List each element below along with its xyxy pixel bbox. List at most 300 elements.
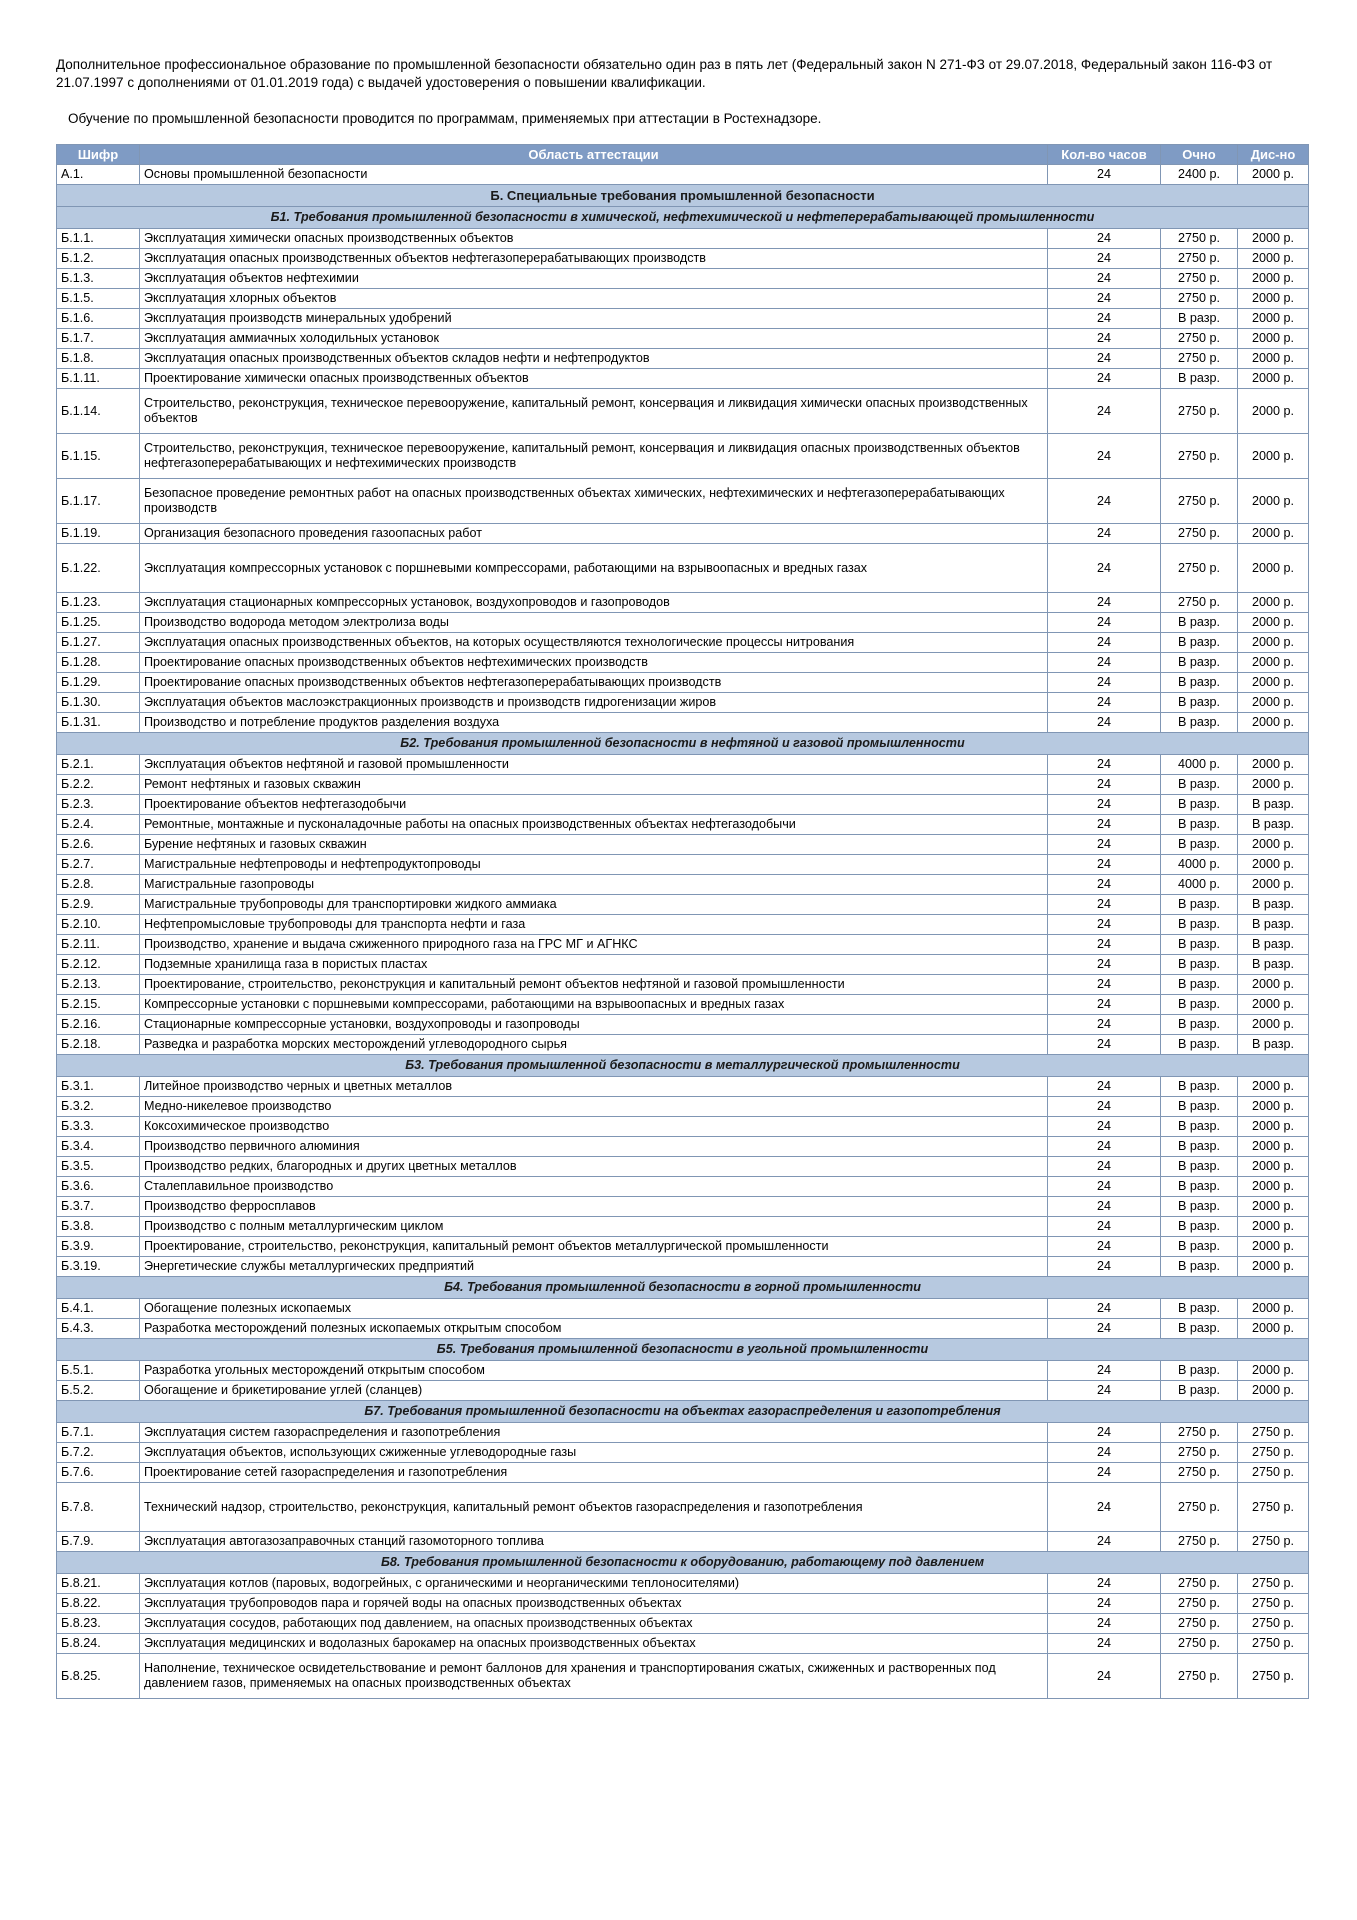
cell-area: Организация безопасного проведения газоопасных работ — [140, 524, 1048, 544]
cell-area: Магистральные газопроводы — [140, 875, 1048, 895]
cell-hours: 24 — [1048, 1299, 1161, 1319]
cell-distance-price: 2000 р. — [1238, 309, 1309, 329]
cell-area: Обогащение и брикетирование углей (сланцев) — [140, 1381, 1048, 1401]
table-row — [57, 479, 1309, 524]
table-row — [57, 1654, 1309, 1699]
cell-distance-price: 2750 р. — [1238, 1614, 1309, 1634]
column-header-code: Шифр — [57, 145, 140, 165]
cell-full-time-price: В разр. — [1161, 1077, 1238, 1097]
section-label: Б4. Требования промышленной безопасности в горной промышленности — [57, 1277, 1309, 1299]
table-row — [57, 1299, 1309, 1319]
cell-code: Б.3.1. — [57, 1077, 140, 1097]
cell-code: Б.3.19. — [57, 1257, 140, 1277]
cell-hours: 24 — [1048, 1463, 1161, 1483]
table-row — [57, 434, 1309, 479]
table-row — [57, 835, 1309, 855]
cell-full-time-price: 2750 р. — [1161, 1532, 1238, 1552]
cell-code: Б.2.1. — [57, 755, 140, 775]
cell-full-time-price: 2750 р. — [1161, 389, 1238, 434]
cell-distance-price: 2000 р. — [1238, 835, 1309, 855]
cell-hours: 24 — [1048, 249, 1161, 269]
cell-area: Строительство, реконструкция, техническое перевооружение, капитальный ремонт, консервация и ликвидация химически опасных производственных объектов — [140, 389, 1048, 434]
cell-area: Проектирование объектов нефтегазодобычи — [140, 795, 1048, 815]
section-label: Б7. Требования промышленной безопасности на объектах газораспределения и газопотребления — [57, 1401, 1309, 1423]
cell-hours: 24 — [1048, 995, 1161, 1015]
cell-full-time-price: В разр. — [1161, 713, 1238, 733]
cell-full-time-price: В разр. — [1161, 1381, 1238, 1401]
table-row — [57, 1257, 1309, 1277]
table-row — [57, 975, 1309, 995]
cell-distance-price: 2000 р. — [1238, 1137, 1309, 1157]
cell-area: Производство редких, благородных и других цветных металлов — [140, 1157, 1048, 1177]
cell-area: Эксплуатация трубопроводов пара и горячей воды на опасных производственных объектах — [140, 1594, 1048, 1614]
cell-full-time-price: В разр. — [1161, 673, 1238, 693]
cell-hours: 24 — [1048, 815, 1161, 835]
cell-code: Б.8.23. — [57, 1614, 140, 1634]
cell-hours: 24 — [1048, 915, 1161, 935]
cell-area: Эксплуатация автогазозаправочных станций газомоторного топлива — [140, 1532, 1048, 1552]
cell-full-time-price: 2750 р. — [1161, 329, 1238, 349]
cell-area: Эксплуатация объектов маслоэкстракционных производств и производств гидрогенизации жиров — [140, 693, 1048, 713]
cell-code: Б.2.10. — [57, 915, 140, 935]
cell-distance-price: 2750 р. — [1238, 1463, 1309, 1483]
table-row — [57, 1015, 1309, 1035]
cell-distance-price: 2750 р. — [1238, 1594, 1309, 1614]
cell-distance-price: 2000 р. — [1238, 693, 1309, 713]
table-row — [57, 229, 1309, 249]
cell-full-time-price: В разр. — [1161, 815, 1238, 835]
cell-area: Проектирование опасных производственных объектов нефтегазоперерабатывающих производств — [140, 673, 1048, 693]
table-row — [57, 165, 1309, 185]
cell-full-time-price: В разр. — [1161, 995, 1238, 1015]
table-row — [57, 1197, 1309, 1217]
cell-code: Б.2.8. — [57, 875, 140, 895]
table-row — [57, 693, 1309, 713]
table-row — [57, 1157, 1309, 1177]
table-subsection-row — [57, 207, 1309, 229]
cell-code: Б.3.4. — [57, 1137, 140, 1157]
cell-code: Б.1.3. — [57, 269, 140, 289]
cell-code: Б.2.11. — [57, 935, 140, 955]
cell-distance-price: 2750 р. — [1238, 1532, 1309, 1552]
cell-area: Компрессорные установки с поршневыми компрессорами, работающими на взрывоопасных и вредных газах — [140, 995, 1048, 1015]
table-subsection-row — [57, 1552, 1309, 1574]
cell-full-time-price: В разр. — [1161, 835, 1238, 855]
cell-area: Магистральные трубопроводы для транспортировки жидкого аммиака — [140, 895, 1048, 915]
table-row — [57, 1574, 1309, 1594]
section-label: Б5. Требования промышленной безопасности в угольной промышленности — [57, 1339, 1309, 1361]
cell-hours: 24 — [1048, 755, 1161, 775]
table-row — [57, 1594, 1309, 1614]
cell-hours: 24 — [1048, 1097, 1161, 1117]
cell-distance-price: 2000 р. — [1238, 329, 1309, 349]
cell-area: Разработка месторождений полезных ископаемых открытым способом — [140, 1319, 1048, 1339]
cell-hours: 24 — [1048, 653, 1161, 673]
cell-hours: 24 — [1048, 633, 1161, 653]
cell-full-time-price: В разр. — [1161, 975, 1238, 995]
cell-area: Обогащение полезных ископаемых — [140, 1299, 1048, 1319]
cell-full-time-price: 2750 р. — [1161, 593, 1238, 613]
cell-distance-price: 2000 р. — [1238, 713, 1309, 733]
section-label: Б2. Требования промышленной безопасности в нефтяной и газовой промышленности — [57, 733, 1309, 755]
cell-hours: 24 — [1048, 713, 1161, 733]
cell-code: Б.2.4. — [57, 815, 140, 835]
cell-area: Коксохимическое производство — [140, 1117, 1048, 1137]
cell-code: Б.1.28. — [57, 653, 140, 673]
column-header-area: Область аттестации — [140, 145, 1048, 165]
cell-distance-price: 2000 р. — [1238, 653, 1309, 673]
cell-code: Б.1.29. — [57, 673, 140, 693]
cell-full-time-price: В разр. — [1161, 1257, 1238, 1277]
cell-code: Б.4.1. — [57, 1299, 140, 1319]
cell-code: Б.1.2. — [57, 249, 140, 269]
table-row — [57, 1443, 1309, 1463]
cell-hours: 24 — [1048, 613, 1161, 633]
cell-hours: 24 — [1048, 673, 1161, 693]
cell-code: Б.8.25. — [57, 1654, 140, 1699]
cell-distance-price: 2000 р. — [1238, 775, 1309, 795]
cell-hours: 24 — [1048, 1217, 1161, 1237]
cell-full-time-price: В разр. — [1161, 1177, 1238, 1197]
table-row — [57, 815, 1309, 835]
cell-code: Б.3.5. — [57, 1157, 140, 1177]
cell-distance-price: 2750 р. — [1238, 1423, 1309, 1443]
cell-full-time-price: В разр. — [1161, 1015, 1238, 1035]
cell-code: Б.2.9. — [57, 895, 140, 915]
cell-code: Б.1.19. — [57, 524, 140, 544]
table-row — [57, 855, 1309, 875]
cell-code: Б.4.3. — [57, 1319, 140, 1339]
cell-hours: 24 — [1048, 875, 1161, 895]
cell-full-time-price: 2750 р. — [1161, 1594, 1238, 1614]
cell-area: Эксплуатация систем газораспределения и газопотребления — [140, 1423, 1048, 1443]
cell-area: Производство ферросплавов — [140, 1197, 1048, 1217]
cell-full-time-price: В разр. — [1161, 693, 1238, 713]
table-row — [57, 875, 1309, 895]
cell-hours: 24 — [1048, 1035, 1161, 1055]
cell-area: Производство с полным металлургическим циклом — [140, 1217, 1048, 1237]
cell-hours: 24 — [1048, 795, 1161, 815]
column-header-distance: Дис-но — [1238, 145, 1309, 165]
cell-area: Эксплуатация хлорных объектов — [140, 289, 1048, 309]
cell-hours: 24 — [1048, 593, 1161, 613]
cell-distance-price: 2000 р. — [1238, 995, 1309, 1015]
cell-hours: 24 — [1048, 544, 1161, 593]
cell-full-time-price: 2750 р. — [1161, 1654, 1238, 1699]
cell-distance-price: 2000 р. — [1238, 1381, 1309, 1401]
table-row — [57, 1532, 1309, 1552]
column-header-hours: Кол-во часов — [1048, 145, 1161, 165]
table-row — [57, 1381, 1309, 1401]
table-subsection-row — [57, 1339, 1309, 1361]
cell-distance-price: 2000 р. — [1238, 1361, 1309, 1381]
cell-full-time-price: 2750 р. — [1161, 524, 1238, 544]
cell-distance-price: 2000 р. — [1238, 349, 1309, 369]
cell-hours: 24 — [1048, 1574, 1161, 1594]
table-row — [57, 915, 1309, 935]
cell-hours: 24 — [1048, 1157, 1161, 1177]
cell-code: Б.1.27. — [57, 633, 140, 653]
cell-distance-price: 2750 р. — [1238, 1654, 1309, 1699]
cell-distance-price: 2750 р. — [1238, 1483, 1309, 1532]
cell-code: Б.1.15. — [57, 434, 140, 479]
table-row — [57, 1319, 1309, 1339]
table-row — [57, 775, 1309, 795]
cell-area: Литейное производство черных и цветных металлов — [140, 1077, 1048, 1097]
cell-full-time-price: 2400 р. — [1161, 165, 1238, 185]
cell-area: Проектирование опасных производственных объектов нефтехимических производств — [140, 653, 1048, 673]
cell-code: Б.2.15. — [57, 995, 140, 1015]
cell-area: Разработка угольных месторождений открытым способом — [140, 1361, 1048, 1381]
cell-code: Б.1.6. — [57, 309, 140, 329]
cell-code: Б.2.7. — [57, 855, 140, 875]
cell-full-time-price: В разр. — [1161, 1117, 1238, 1137]
cell-code: Б.2.18. — [57, 1035, 140, 1055]
cell-full-time-price: 2750 р. — [1161, 1443, 1238, 1463]
attestation-areas-table — [56, 144, 1309, 1699]
table-row — [57, 249, 1309, 269]
cell-code: Б.7.9. — [57, 1532, 140, 1552]
cell-hours: 24 — [1048, 1197, 1161, 1217]
table-row — [57, 1035, 1309, 1055]
cell-area: Производство и потребление продуктов разделения воздуха — [140, 713, 1048, 733]
cell-hours: 24 — [1048, 369, 1161, 389]
cell-area: Эксплуатация стационарных компрессорных установок, воздухопроводов и газопроводов — [140, 593, 1048, 613]
cell-hours: 24 — [1048, 434, 1161, 479]
cell-hours: 24 — [1048, 1483, 1161, 1532]
table-row — [57, 1614, 1309, 1634]
cell-full-time-price: 2750 р. — [1161, 229, 1238, 249]
cell-full-time-price: 2750 р. — [1161, 479, 1238, 524]
cell-distance-price: 2000 р. — [1238, 269, 1309, 289]
cell-hours: 24 — [1048, 229, 1161, 249]
cell-hours: 24 — [1048, 1423, 1161, 1443]
cell-distance-price: 2000 р. — [1238, 544, 1309, 593]
cell-full-time-price: 2750 р. — [1161, 1483, 1238, 1532]
cell-hours: 24 — [1048, 309, 1161, 329]
cell-code: Б.7.6. — [57, 1463, 140, 1483]
table-row — [57, 1237, 1309, 1257]
table-row — [57, 653, 1309, 673]
cell-full-time-price: 2750 р. — [1161, 434, 1238, 479]
cell-full-time-price: В разр. — [1161, 1035, 1238, 1055]
cell-distance-price: 2000 р. — [1238, 633, 1309, 653]
cell-full-time-price: В разр. — [1161, 1137, 1238, 1157]
cell-area: Эксплуатация объектов нефтехимии — [140, 269, 1048, 289]
cell-full-time-price: В разр. — [1161, 1299, 1238, 1319]
cell-distance-price: В разр. — [1238, 915, 1309, 935]
cell-code: Б.1.14. — [57, 389, 140, 434]
table-row — [57, 1177, 1309, 1197]
cell-area: Энергетические службы металлургических предприятий — [140, 1257, 1048, 1277]
cell-area: Эксплуатация производств минеральных удобрений — [140, 309, 1048, 329]
cell-area: Проектирование, строительство, реконструкция и капитальный ремонт объектов нефтяной и газовой промышленности — [140, 975, 1048, 995]
cell-distance-price: В разр. — [1238, 1035, 1309, 1055]
cell-distance-price: 2000 р. — [1238, 249, 1309, 269]
table-row — [57, 935, 1309, 955]
table-row — [57, 995, 1309, 1015]
table-row — [57, 895, 1309, 915]
cell-full-time-price: В разр. — [1161, 1157, 1238, 1177]
cell-full-time-price: 2750 р. — [1161, 1574, 1238, 1594]
cell-hours: 24 — [1048, 855, 1161, 875]
cell-code: Б.1.5. — [57, 289, 140, 309]
table-row — [57, 1423, 1309, 1443]
cell-area: Ремонтные, монтажные и пусконаладочные работы на опасных производственных объектах нефтегазодобычи — [140, 815, 1048, 835]
section-label: Б. Специальные требования промышленной безопасности — [57, 185, 1309, 207]
cell-code: Б.1.17. — [57, 479, 140, 524]
cell-hours: 24 — [1048, 1319, 1161, 1339]
table-row — [57, 524, 1309, 544]
cell-hours: 24 — [1048, 1137, 1161, 1157]
cell-full-time-price: 2750 р. — [1161, 349, 1238, 369]
cell-full-time-price: 4000 р. — [1161, 755, 1238, 775]
cell-area: Проектирование сетей газораспределения и газопотребления — [140, 1463, 1048, 1483]
cell-hours: 24 — [1048, 693, 1161, 713]
cell-full-time-price: В разр. — [1161, 309, 1238, 329]
table-row — [57, 1483, 1309, 1532]
cell-distance-price: 2000 р. — [1238, 524, 1309, 544]
cell-hours: 24 — [1048, 935, 1161, 955]
cell-code: Б.2.2. — [57, 775, 140, 795]
cell-full-time-price: В разр. — [1161, 369, 1238, 389]
cell-area: Эксплуатация аммиачных холодильных установок — [140, 329, 1048, 349]
cell-hours: 24 — [1048, 975, 1161, 995]
cell-full-time-price: В разр. — [1161, 1097, 1238, 1117]
cell-full-time-price: 2750 р. — [1161, 289, 1238, 309]
cell-distance-price: 2000 р. — [1238, 593, 1309, 613]
cell-code: Б.2.12. — [57, 955, 140, 975]
cell-full-time-price: В разр. — [1161, 1237, 1238, 1257]
cell-area: Медно-никелевое производство — [140, 1097, 1048, 1117]
cell-code: Б.7.1. — [57, 1423, 140, 1443]
cell-code: Б.2.16. — [57, 1015, 140, 1035]
cell-area: Технический надзор, строительство, реконструкция, капитальный ремонт объектов газораспределения и газопотребления — [140, 1483, 1048, 1532]
table-row — [57, 389, 1309, 434]
cell-area: Проектирование, строительство, реконструкция, капитальный ремонт объектов металлургической промышленности — [140, 1237, 1048, 1257]
cell-hours: 24 — [1048, 1015, 1161, 1035]
cell-code: Б.2.3. — [57, 795, 140, 815]
cell-hours: 24 — [1048, 1634, 1161, 1654]
cell-code: Б.3.7. — [57, 1197, 140, 1217]
cell-distance-price: 2000 р. — [1238, 1177, 1309, 1197]
cell-distance-price: 2000 р. — [1238, 479, 1309, 524]
cell-code: Б.1.1. — [57, 229, 140, 249]
cell-area: Эксплуатация сосудов, работающих под давлением, на опасных производственных объектах — [140, 1614, 1048, 1634]
section-label: Б8. Требования промышленной безопасности к оборудованию, работающему под давлением — [57, 1552, 1309, 1574]
cell-hours: 24 — [1048, 269, 1161, 289]
cell-hours: 24 — [1048, 389, 1161, 434]
cell-full-time-price: 2750 р. — [1161, 1614, 1238, 1634]
cell-full-time-price: В разр. — [1161, 1217, 1238, 1237]
cell-area: Производство водорода методом электролиза воды — [140, 613, 1048, 633]
cell-code: Б.3.2. — [57, 1097, 140, 1117]
cell-code: Б.3.8. — [57, 1217, 140, 1237]
cell-full-time-price: В разр. — [1161, 795, 1238, 815]
table-row — [57, 269, 1309, 289]
cell-hours: 24 — [1048, 1361, 1161, 1381]
cell-distance-price: В разр. — [1238, 815, 1309, 835]
intro-paragraph-2: Обучение по промышленной безопасности проводится по программам, применяемых при аттестации в Ростехнадзоре. — [68, 111, 822, 126]
table-row — [57, 593, 1309, 613]
cell-area: Эксплуатация опасных производственных объектов складов нефти и нефтепродуктов — [140, 349, 1048, 369]
cell-code: Б.3.9. — [57, 1237, 140, 1257]
cell-distance-price: 2000 р. — [1238, 613, 1309, 633]
cell-code: Б.2.13. — [57, 975, 140, 995]
cell-distance-price: 2000 р. — [1238, 1157, 1309, 1177]
cell-area: Основы промышленной безопасности — [140, 165, 1048, 185]
cell-area: Эксплуатация химически опасных производственных объектов — [140, 229, 1048, 249]
cell-code: Б.1.25. — [57, 613, 140, 633]
cell-full-time-price: В разр. — [1161, 775, 1238, 795]
cell-full-time-price: В разр. — [1161, 955, 1238, 975]
cell-area: Эксплуатация опасных производственных объектов нефтегазоперерабатывающих производств — [140, 249, 1048, 269]
cell-full-time-price: В разр. — [1161, 915, 1238, 935]
cell-hours: 24 — [1048, 1257, 1161, 1277]
cell-distance-price: 2000 р. — [1238, 434, 1309, 479]
cell-area: Эксплуатация медицинских и водолазных барокамер на опасных производственных объектах — [140, 1634, 1048, 1654]
table-section-row — [57, 185, 1309, 207]
table-row — [57, 673, 1309, 693]
cell-code: Б.7.2. — [57, 1443, 140, 1463]
table-row — [57, 955, 1309, 975]
cell-area: Строительство, реконструкция, техническое перевооружение, капитальный ремонт, консервация и ликвидация опасных производственных объектов нефтегазоперерабатывающих и нефтехимических производств — [140, 434, 1048, 479]
cell-distance-price: 2750 р. — [1238, 1574, 1309, 1594]
cell-full-time-price: 2750 р. — [1161, 1423, 1238, 1443]
cell-distance-price: 2000 р. — [1238, 1097, 1309, 1117]
table-row — [57, 613, 1309, 633]
cell-hours: 24 — [1048, 955, 1161, 975]
cell-hours: 24 — [1048, 479, 1161, 524]
cell-code: Б.1.31. — [57, 713, 140, 733]
section-label: Б3. Требования промышленной безопасности в металлургической промышленности — [57, 1055, 1309, 1077]
cell-full-time-price: В разр. — [1161, 1319, 1238, 1339]
cell-code: Б.1.8. — [57, 349, 140, 369]
table-subsection-row — [57, 733, 1309, 755]
table-row — [57, 1361, 1309, 1381]
table-row — [57, 1634, 1309, 1654]
table-row — [57, 633, 1309, 653]
cell-full-time-price: 4000 р. — [1161, 875, 1238, 895]
cell-full-time-price: В разр. — [1161, 935, 1238, 955]
cell-hours: 24 — [1048, 329, 1161, 349]
cell-code: Б.1.30. — [57, 693, 140, 713]
table-row — [57, 1137, 1309, 1157]
table-row — [57, 289, 1309, 309]
cell-hours: 24 — [1048, 1117, 1161, 1137]
cell-area: Разведка и разработка морских месторождений углеводородного сырья — [140, 1035, 1048, 1055]
cell-distance-price: В разр. — [1238, 955, 1309, 975]
cell-area: Производство первичного алюминия — [140, 1137, 1048, 1157]
cell-hours: 24 — [1048, 775, 1161, 795]
table-row — [57, 1217, 1309, 1237]
table-row — [57, 795, 1309, 815]
cell-area: Безопасное проведение ремонтных работ на опасных производственных объектах химических, нефтехимических и нефтегазоперерабатывающих производств — [140, 479, 1048, 524]
cell-full-time-price: В разр. — [1161, 653, 1238, 673]
cell-hours: 24 — [1048, 289, 1161, 309]
cell-hours: 24 — [1048, 1594, 1161, 1614]
cell-distance-price: 2000 р. — [1238, 229, 1309, 249]
cell-area: Производство, хранение и выдача сжиженного природного газа на ГРС МГ и АГНКС — [140, 935, 1048, 955]
cell-hours: 24 — [1048, 165, 1161, 185]
cell-hours: 24 — [1048, 524, 1161, 544]
cell-area: Стационарные компрессорные установки, воздухопроводы и газопроводы — [140, 1015, 1048, 1035]
column-header-full-time: Очно — [1161, 145, 1238, 165]
cell-area: Ремонт нефтяных и газовых скважин — [140, 775, 1048, 795]
cell-distance-price: 2000 р. — [1238, 369, 1309, 389]
cell-distance-price: 2000 р. — [1238, 1197, 1309, 1217]
table-subsection-row — [57, 1401, 1309, 1423]
